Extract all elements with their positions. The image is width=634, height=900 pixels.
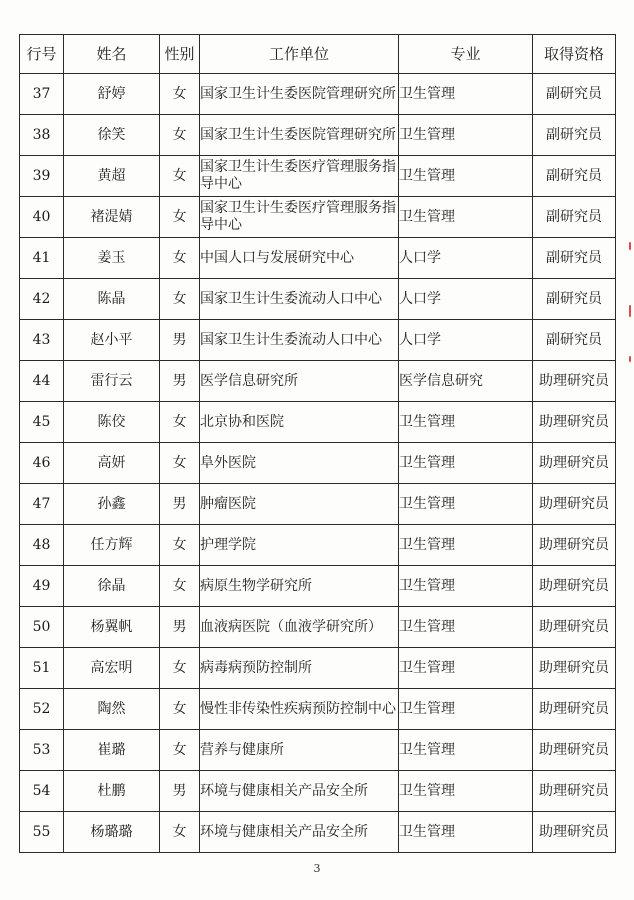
cell-qualification: 副研究员	[533, 74, 616, 115]
cell-major: 卫生管理	[399, 484, 533, 525]
cell-qualification: 助理研究员	[533, 812, 616, 853]
cell-name: 任方辉	[64, 525, 160, 566]
cell-qualification: 助理研究员	[533, 361, 616, 402]
table-row	[20, 771, 616, 812]
cell-name: 崔璐	[64, 730, 160, 771]
cell-row-no: 46	[20, 443, 64, 484]
cell-name: 高妍	[64, 443, 160, 484]
cell-unit: 国家卫生计生委流动人口中心	[200, 279, 399, 320]
cell-gender: 男	[160, 607, 200, 648]
cell-row-no: 47	[20, 484, 64, 525]
table-row	[20, 525, 616, 566]
cell-row-no: 41	[20, 238, 64, 279]
header-qualification: 取得资格	[533, 35, 616, 74]
cell-qualification: 副研究员	[533, 238, 616, 279]
table-row	[20, 607, 616, 648]
cell-row-no: 50	[20, 607, 64, 648]
cell-name: 姜玉	[64, 238, 160, 279]
table-row	[20, 279, 616, 320]
cell-row-no: 40	[20, 197, 64, 238]
cell-major: 卫生管理	[399, 197, 533, 238]
margin-mark	[629, 356, 631, 362]
cell-row-no: 38	[20, 115, 64, 156]
cell-unit: 北京协和医院	[200, 402, 399, 443]
cell-gender: 女	[160, 279, 200, 320]
cell-gender: 女	[160, 238, 200, 279]
cell-major: 卫生管理	[399, 730, 533, 771]
table-row	[20, 730, 616, 771]
cell-unit: 国家卫生计生委医院管理研究所	[200, 115, 399, 156]
cell-gender: 女	[160, 74, 200, 115]
page-number: 3	[313, 862, 321, 875]
cell-name: 黄超	[64, 156, 160, 197]
cell-qualification: 副研究员	[533, 197, 616, 238]
cell-major: 人口学	[399, 320, 533, 361]
cell-unit: 护理学院	[200, 525, 399, 566]
cell-major: 人口学	[399, 279, 533, 320]
cell-qualification: 助理研究员	[533, 566, 616, 607]
cell-name: 杨翼帆	[64, 607, 160, 648]
table-row	[20, 238, 616, 279]
cell-unit: 血液病医院（血液学研究所）	[200, 607, 399, 648]
cell-qualification: 副研究员	[533, 156, 616, 197]
cell-unit: 国家卫生计生委医院管理研究所	[200, 74, 399, 115]
cell-row-no: 51	[20, 648, 64, 689]
cell-qualification: 副研究员	[533, 320, 616, 361]
cell-qualification: 助理研究员	[533, 730, 616, 771]
margin-mark	[629, 242, 631, 250]
cell-qualification: 助理研究员	[533, 771, 616, 812]
cell-major: 卫生管理	[399, 156, 533, 197]
cell-name: 褚湜婧	[64, 197, 160, 238]
cell-unit: 环境与健康相关产品安全所	[200, 812, 399, 853]
cell-qualification: 副研究员	[533, 279, 616, 320]
cell-row-no: 45	[20, 402, 64, 443]
cell-qualification: 助理研究员	[533, 689, 616, 730]
table-row	[20, 156, 616, 197]
cell-name: 徐笑	[64, 115, 160, 156]
cell-row-no: 44	[20, 361, 64, 402]
header-row-no: 行号	[20, 35, 64, 74]
cell-name: 舒婷	[64, 74, 160, 115]
cell-unit: 肿瘤医院	[200, 484, 399, 525]
table-row	[20, 484, 616, 525]
cell-major: 卫生管理	[399, 443, 533, 484]
cell-row-no: 43	[20, 320, 64, 361]
cell-qualification: 副研究员	[533, 115, 616, 156]
cell-major: 卫生管理	[399, 566, 533, 607]
cell-row-no: 39	[20, 156, 64, 197]
table-row	[20, 566, 616, 607]
cell-major: 卫生管理	[399, 525, 533, 566]
table-row	[20, 443, 616, 484]
cell-row-no: 55	[20, 812, 64, 853]
document-page	[19, 34, 615, 853]
cell-row-no: 48	[20, 525, 64, 566]
table-row	[20, 402, 616, 443]
cell-major: 卫生管理	[399, 812, 533, 853]
cell-name: 高宏明	[64, 648, 160, 689]
cell-name: 徐晶	[64, 566, 160, 607]
cell-unit: 国家卫生计生委流动人口中心	[200, 320, 399, 361]
cell-major: 人口学	[399, 238, 533, 279]
cell-qualification: 助理研究员	[533, 402, 616, 443]
cell-major: 卫生管理	[399, 74, 533, 115]
table-row	[20, 648, 616, 689]
cell-qualification: 助理研究员	[533, 607, 616, 648]
table-body	[20, 74, 616, 853]
cell-unit: 病毒病预防控制所	[200, 648, 399, 689]
cell-name: 杜鹏	[64, 771, 160, 812]
cell-name: 孙鑫	[64, 484, 160, 525]
cell-gender: 女	[160, 197, 200, 238]
cell-major: 卫生管理	[399, 115, 533, 156]
cell-name: 雷行云	[64, 361, 160, 402]
cell-major: 卫生管理	[399, 607, 533, 648]
cell-gender: 男	[160, 361, 200, 402]
margin-mark	[629, 305, 631, 317]
cell-row-no: 49	[20, 566, 64, 607]
cell-unit: 国家卫生计生委医疗管理服务指导中心	[200, 156, 399, 197]
cell-name: 陶然	[64, 689, 160, 730]
cell-unit: 环境与健康相关产品安全所	[200, 771, 399, 812]
cell-unit: 慢性非传染性疾病预防控制中心	[200, 689, 399, 730]
cell-unit: 国家卫生计生委医疗管理服务指导中心	[200, 197, 399, 238]
cell-unit: 阜外医院	[200, 443, 399, 484]
cell-unit: 中国人口与发展研究中心	[200, 238, 399, 279]
cell-qualification: 助理研究员	[533, 443, 616, 484]
cell-row-no: 37	[20, 74, 64, 115]
cell-gender: 女	[160, 443, 200, 484]
table-header-row	[20, 35, 616, 74]
cell-gender: 男	[160, 320, 200, 361]
cell-major: 卫生管理	[399, 689, 533, 730]
cell-gender: 女	[160, 689, 200, 730]
cell-gender: 女	[160, 525, 200, 566]
cell-gender: 女	[160, 566, 200, 607]
table-row	[20, 812, 616, 853]
cell-major: 卫生管理	[399, 402, 533, 443]
cell-row-no: 54	[20, 771, 64, 812]
header-major: 专业	[399, 35, 533, 74]
cell-major: 卫生管理	[399, 648, 533, 689]
cell-gender: 女	[160, 730, 200, 771]
cell-qualification: 助理研究员	[533, 648, 616, 689]
cell-row-no: 42	[20, 279, 64, 320]
table-row	[20, 689, 616, 730]
cell-qualification: 助理研究员	[533, 484, 616, 525]
cell-gender: 女	[160, 402, 200, 443]
table-row	[20, 361, 616, 402]
cell-name: 杨璐璐	[64, 812, 160, 853]
cell-name: 赵小平	[64, 320, 160, 361]
table-row	[20, 74, 616, 115]
cell-gender: 女	[160, 156, 200, 197]
cell-qualification: 助理研究员	[533, 525, 616, 566]
header-unit: 工作单位	[200, 35, 399, 74]
cell-unit: 营养与健康所	[200, 730, 399, 771]
table-row	[20, 197, 616, 238]
cell-row-no: 52	[20, 689, 64, 730]
cell-name: 陈佼	[64, 402, 160, 443]
header-name: 姓名	[64, 35, 160, 74]
cell-major: 卫生管理	[399, 771, 533, 812]
cell-gender: 男	[160, 484, 200, 525]
table-row	[20, 115, 616, 156]
personnel-table	[19, 34, 616, 853]
cell-name: 陈晶	[64, 279, 160, 320]
cell-gender: 女	[160, 812, 200, 853]
header-gender: 性别	[160, 35, 200, 74]
table-row	[20, 320, 616, 361]
cell-gender: 女	[160, 648, 200, 689]
cell-unit: 病原生物学研究所	[200, 566, 399, 607]
cell-gender: 女	[160, 115, 200, 156]
cell-major: 医学信息研究	[399, 361, 533, 402]
cell-row-no: 53	[20, 730, 64, 771]
cell-gender: 男	[160, 771, 200, 812]
cell-unit: 医学信息研究所	[200, 361, 399, 402]
